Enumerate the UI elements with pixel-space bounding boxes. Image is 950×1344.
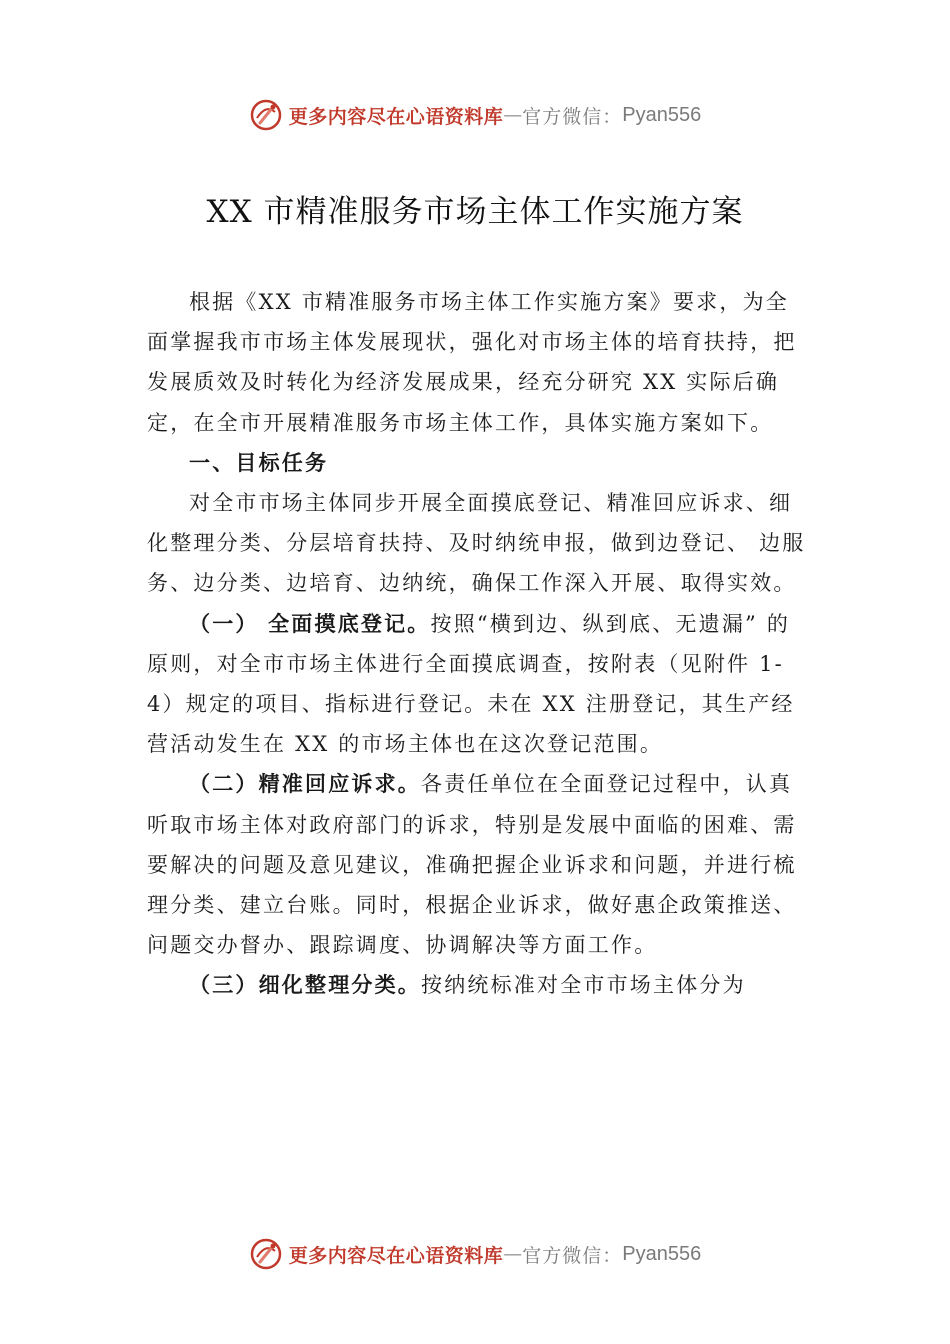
intro-paragraph: 根据《XX 市精准服务市场主体工作实施方案》要求，为全面掌握我市市场主体发展现状，强化对市场主体的培育扶持，把发展质效及时转化为经济发展成果，经充分研究 XX 实际后确定，在全市开展精准服务市场主体工作，具体实施方案如下。 [147,290,797,435]
brand-logo-icon [249,98,283,132]
item-3-text: 按纳统标准对全市市场主体分为 [421,973,746,998]
banner-wechat-id: Pyan556 [622,1242,702,1265]
footer-banner [0,1234,950,1274]
item-2-label: （二）精准回应诉求。 [189,772,421,797]
document-body [147,282,807,1006]
banner-wechat-id: Pyan556 [622,103,702,126]
banner-label: 官方微信： [522,1244,623,1267]
item-3-label: （三）细化整理分类。 [189,973,421,998]
item-2-text: 各责任单位在全面登记过程中，认真听取市场主体对政府部门的诉求，特别是发展中面临的困难、需要解决的问题及意见建议，准确把握企业诉求和问题，并进行梳理分类、建立台账。同时，根据企业诉求，做好惠企政策推送、问题交办督办、跟踪调度、协调解决等方面工作。 [147,772,797,958]
section-paragraph: 对全市市场主体同步开展全面摸底登记、精准回应诉求、细化整理分类、分层培育扶持、及时纳统申报，做到边登记、 边服务、边分类、边培育、边纳统，确保工作深入开展、取得实效。 [147,491,806,596]
page-title: XX 市精准服务市场主体工作实施方案 [206,194,744,230]
header-banner [0,95,950,135]
section-heading: 一、目标任务 [189,450,329,475]
banner-text: 更多内容尽在心语资料库 [288,105,504,128]
item-1-text: 按照“横到边、纵到底、无遗漏” 的原则，对全市市场主体进行全面摸底调查，按附表（见附件 1-4）规定的项目、指标进行登记。未在 XX 注册登记，其生产经营活动发生在 XX 的市场主体也在这次登记范围。 [147,611,795,757]
item-2-paragraph [147,764,807,965]
item-1-paragraph [147,604,807,765]
banner-separator: — [503,1243,523,1265]
banner-text: 更多内容尽在心语资料库 [288,1244,504,1267]
banner-separator: — [503,104,523,126]
banner-label: 官方微信： [522,105,623,128]
item-1-label: （一） 全面摸底登记。 [189,611,431,636]
brand-logo-icon [249,1237,283,1271]
item-3-paragraph [147,965,807,1005]
